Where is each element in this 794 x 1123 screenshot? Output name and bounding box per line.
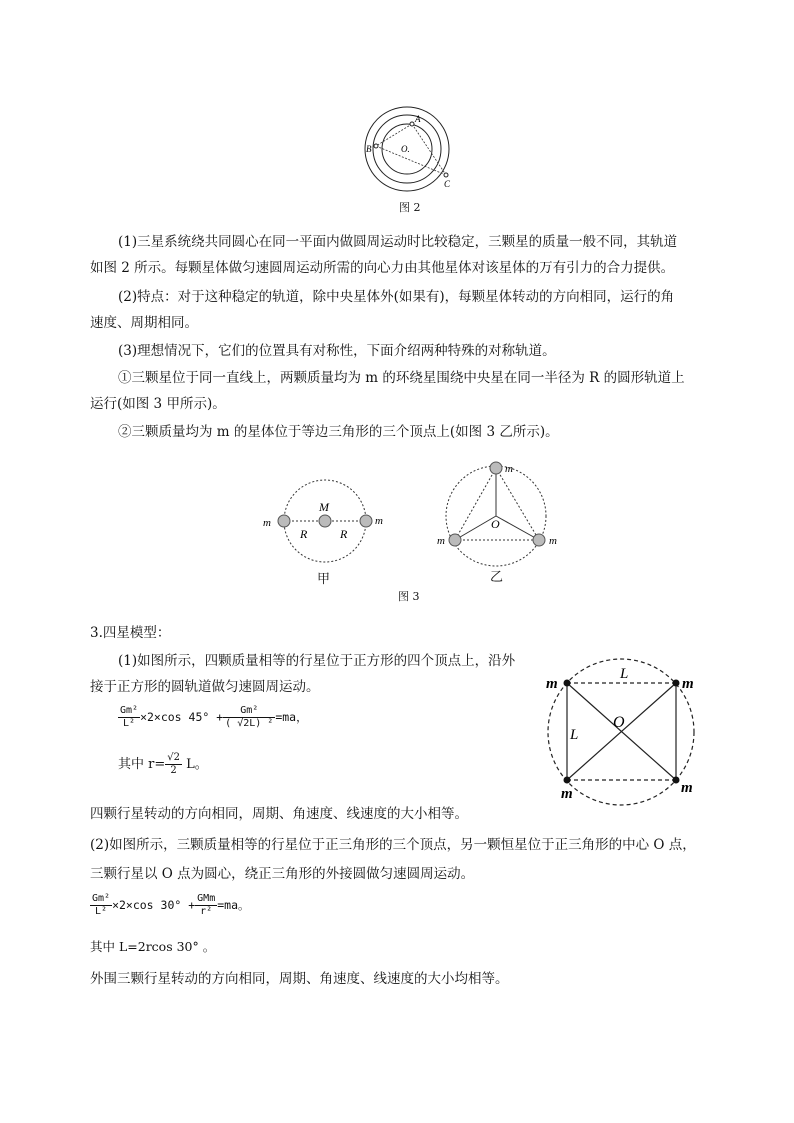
figure-3-yi — [432, 458, 572, 588]
yi-m-left: m — [437, 535, 445, 547]
jia-m-left: m — [263, 517, 271, 529]
fig2-label-b: B — [366, 144, 372, 154]
figure-3-jia-diagram — [258, 472, 388, 572]
equation-3 — [90, 893, 250, 918]
eq2-suffix: L。 — [181, 757, 208, 772]
eq1-f2-num: Gm² — [223, 705, 275, 718]
para-4-line-1: ①三颗星位于同一直线上，两颗质量均为 m 的环绕星围绕中央星在同一半径为 R 的圆形轨道上 — [118, 370, 685, 386]
section-3a-line-1: (1)如图所示，四颗质量相等的行星位于正方形的四个顶点上，沿外 — [118, 653, 516, 669]
fig2-label-c: C — [444, 179, 451, 189]
jia-label: 甲 — [317, 572, 331, 587]
para-2-line-1: (2)特点：对于这种稳定的轨道，除中央星体外(如果有)，每颗星体转动的方向相同，运行的角 — [118, 289, 675, 305]
fig2-label-a: A — [415, 114, 421, 124]
jia-R-left: R — [300, 527, 308, 541]
para-5-line-1: ②三颗质量均为 m 的星体位于等边三角形的三个顶点上(如图 3 乙所示)。 — [118, 424, 559, 440]
eq3-tail: =ma。 — [217, 898, 250, 912]
eq3-f2-num: GMm — [197, 893, 216, 904]
yi-label: 乙 — [490, 570, 504, 585]
eq3-f1-den: L² — [95, 906, 108, 917]
eq3-mid: ×2×cos 30° + — [112, 898, 196, 912]
para-2-line-2: 速度、周期相同。 — [90, 315, 198, 331]
fig4-L-top: L — [620, 666, 629, 682]
eq1-tail: =ma， — [275, 710, 308, 724]
section-3b-line-1: (2)如图所示，三颗质量相等的行星位于正三角形的三个顶点，另一颗恒星位于正三角形的中心 O 点， — [90, 837, 696, 853]
equation-1 — [118, 705, 308, 730]
yi-m-right: m — [549, 535, 557, 547]
section-3b-line-2: 三颗行星以 O 点为圆心，绕正三角形的外接圆做匀速圆周运动。 — [90, 866, 475, 882]
section-3a-line-3: 四颗行星转动的方向相同，周期、角速度、线速度的大小相等。 — [90, 806, 468, 822]
equation-4: 其中 L=2rcos 30° 。 — [90, 939, 216, 954]
eq2-prefix: 其中 r= — [118, 757, 166, 772]
fig4-m-tr: m — [682, 676, 694, 692]
fig4-m-bl: m — [561, 786, 573, 802]
figure-3-jia — [258, 472, 388, 587]
figure-4-diagram — [540, 650, 710, 810]
equation-2 — [118, 752, 208, 777]
eq1-f1-den: L² — [123, 718, 136, 729]
jia-M: M — [319, 500, 329, 514]
para-1-line-2: 如图 2 所示。每颗星体做匀速圆周运动所需的向心力由其他星体对该星体的万有引力的合力提供。 — [90, 260, 675, 276]
eq3-f2-den: r² — [200, 906, 213, 917]
yi-O: O — [491, 517, 500, 531]
figure-3-yi-diagram — [432, 458, 572, 568]
section-3-heading: 3.四星模型： — [90, 625, 171, 641]
jia-R-right: R — [340, 527, 348, 541]
eq1-mid: ×2×cos 45° + — [140, 710, 224, 724]
para-4-line-2: 运行(如图 3 甲所示)。 — [90, 396, 226, 412]
fig4-m-br: m — [681, 780, 693, 796]
para-1-line-1: (1)三星系统绕共同圆心在同一平面内做圆周运动时比较稳定，三颗星的质量一般不同，其轨道 — [118, 234, 678, 250]
section-3b-line-3: 外围三颗行星转动的方向相同，周期、角速度、线速度的大小均相等。 — [90, 971, 509, 987]
figure-2 — [355, 105, 465, 215]
fig4-O: O — [613, 714, 625, 731]
eq3-f1-num: Gm² — [92, 893, 111, 904]
section-3a-line-2: 接于正方形的圆轨道做匀速圆周运动。 — [90, 679, 320, 695]
eq1-f2-den: ( √2L) ² — [225, 718, 274, 729]
eq2-num: √2 — [167, 752, 180, 763]
fig4-m-tl: m — [546, 676, 558, 692]
figure-4 — [540, 650, 710, 810]
fig2-label-o: O. — [401, 144, 410, 154]
para-3-line-1: (3)理想情况下，它们的位置具有对称性，下面介绍两种特殊的对称轨道。 — [118, 343, 556, 359]
fig4-L-left: L — [570, 727, 579, 743]
figure-3-caption: 图 3 — [398, 590, 420, 603]
figure-2-caption: 图 2 — [399, 201, 421, 214]
jia-m-right: m — [375, 515, 383, 527]
eq2-den: 2 — [170, 765, 177, 776]
yi-m-top: m — [505, 463, 513, 475]
eq1-f1-num: Gm² — [120, 705, 139, 716]
